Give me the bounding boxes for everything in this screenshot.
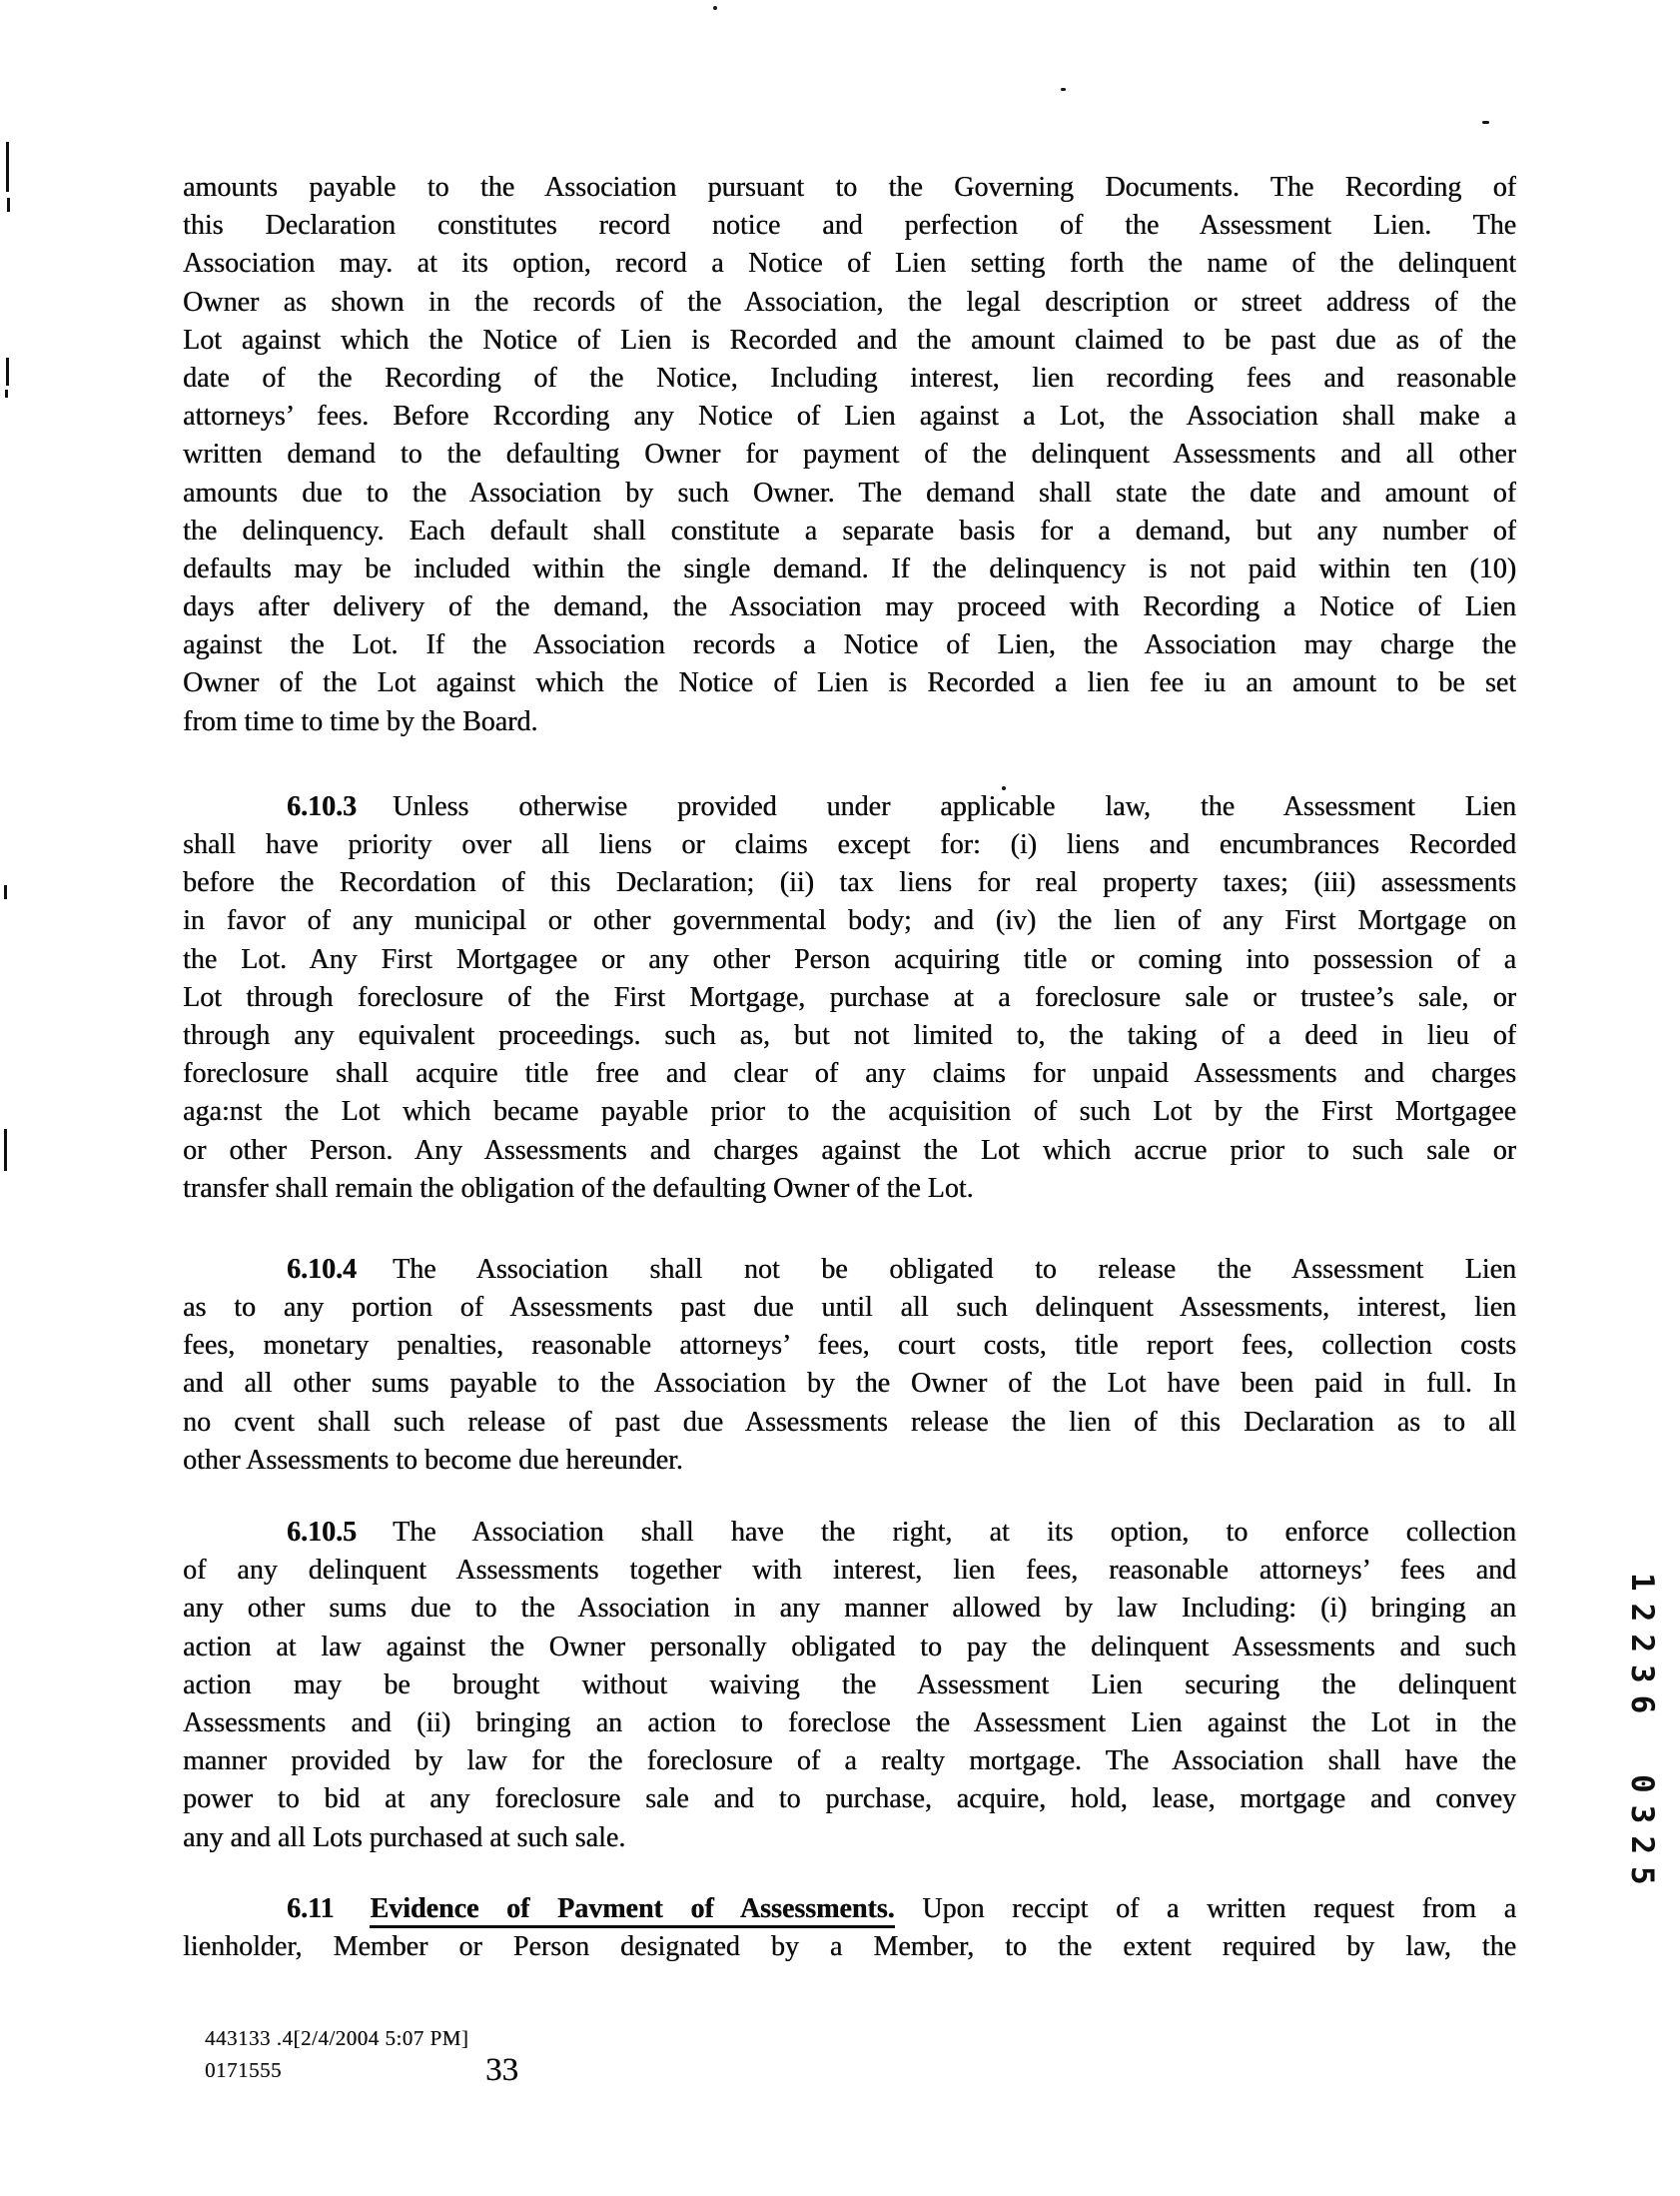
section-number: 6.11 [287, 1892, 335, 1924]
text-line: and all other sums payable to the Association by the Owner of the Lot have been paid in full. In [183, 1368, 1516, 1400]
text-line: aga:nst the Lot which became payable prior to the acquisition of such Lot by the First Mortgagee [183, 1096, 1516, 1128]
text-line: through any equivalent proceedings. such as, but not limited to, the taking of a deed in lieu of [183, 1019, 1516, 1051]
text-line: this Declaration constitutes record notice and perfection of the Assessment Lien. The [183, 210, 1516, 242]
section-number: 6.10.3 [287, 790, 357, 822]
text-line: days after delivery of the demand, the Association may proceed with Recording a Notice of Lien [183, 591, 1516, 623]
section-paragraph [183, 1890, 1516, 1966]
scan-margin-mark [4, 885, 7, 899]
text-line: as to any portion of Assessments past due until all such delinquent Assessments, interest, lien [183, 1292, 1516, 1324]
scan-margin-mark [5, 390, 8, 398]
text-line: Owner as shown in the records of the Association, the legal description or street address of the [183, 286, 1516, 318]
scan-speck [713, 6, 717, 10]
section-number: 6.10.5 [287, 1517, 357, 1548]
text-line: amounts payable to the Association pursuant to the Governing Documents. The Recording of [183, 172, 1516, 203]
text-line: action may be brought without waiving the Assessment Lien securing the delinquent [183, 1668, 1516, 1700]
text-block [183, 169, 1516, 1966]
text-line: or other Person. Any Assessments and charges against the Lot which accrue prior to such sale or [183, 1134, 1516, 1166]
text-line: amounts due to the Association by such Owner. The demand shall state the date and amount of [183, 477, 1516, 509]
section-paragraph [183, 1251, 1516, 1480]
scan-margin-mark [6, 142, 9, 192]
text-line: action at law against the Owner personally obligated to pay the delinquent Assessments and such [183, 1631, 1516, 1662]
scan-speck [1482, 121, 1489, 124]
text-line: manner provided by law for the foreclosure of a realty mortgage. The Association shall have the [183, 1745, 1516, 1777]
section-paragraph [183, 1514, 1516, 1857]
recording-stamp-bottom: 0325 [1624, 1774, 1660, 1897]
footer-file-number: 0171555 [205, 2058, 282, 2082]
scan-margin-mark [7, 198, 10, 212]
text-line: shall have priority over all liens or claims except for: (i) liens and encumbrances Recorded [183, 829, 1516, 860]
page-number: 33 [485, 2052, 518, 2088]
text-line: fees, monetary penalties, reasonable attorneys’ fees, court costs, title report fees, collection costs [183, 1330, 1516, 1362]
scan-margin-mark [4, 1129, 7, 1171]
text-line: before the Recordation of this Declaration; (ii) tax liens for real property taxes; (iii) assessments [183, 867, 1516, 899]
text-line: 6.10.5 The Association shall have the right, at its option, to enforce collection [287, 1517, 1516, 1548]
text-line: against the Lot. If the Association records a Notice of Lien, the Association may charge the [183, 629, 1516, 661]
text-line: Owner of the Lot against which the Notice of Lien is Recorded a lien fee iu an amount to be set [183, 667, 1516, 699]
section-paragraph [183, 788, 1516, 1208]
text-line: Lot against which the Notice of Lien is Recorded and the amount claimed to be past due as of the [183, 324, 1516, 356]
text-line: of any delinquent Assessments together with interest, lien fees, reasonable attorneys’ fees and [183, 1555, 1516, 1587]
text-line: date of the Recording of the Notice, Including interest, lien recording fees and reasonable [183, 362, 1516, 394]
text-line: any and all Lots purchased at such sale. [183, 1821, 626, 1853]
body-paragraph [183, 169, 1516, 741]
scan-speck [1061, 88, 1066, 91]
section-number: 6.10.4 [287, 1253, 357, 1285]
text-line: power to bid at any foreclosure sale and to purchase, acquire, hold, lease, mortgage and convey [183, 1783, 1516, 1815]
text-line: Association may. at its option, record a Notice of Lien setting forth the name of the delinquent [183, 248, 1516, 280]
text-line: 6.10.4 The Association shall not be obligated to release the Assessment Lien [287, 1253, 1516, 1285]
text-line: Lot through foreclosure of the First Mortgage, purchase at a foreclosure sale or trustee’s sale, or [183, 981, 1516, 1013]
text-line: lienholder, Member or Person designated by a Member, to the extent required by law, the [183, 1930, 1516, 1962]
text-line: written demand to the defaulting Owner for payment of the delinquent Assessments and all other [183, 439, 1516, 471]
text-line: transfer shall remain the obligation of the defaulting Owner of the Lot. [183, 1172, 974, 1204]
text-line: other Assessments to become due hereunder. [183, 1444, 683, 1476]
text-line: attorneys’ fees. Before Rccording any Notice of Lien against a Lot, the Association shall make a [183, 401, 1516, 433]
text-line: foreclosure shall acquire title free and clear of any claims for unpaid Assessments and charges [183, 1058, 1516, 1090]
footer-document-reference: 443133 .4[2/4/2004 5:07 PM] [205, 2026, 469, 2050]
recording-stamp-top: 12236 [1624, 1573, 1660, 1726]
text-line: the delinquency. Each default shall constitute a separate basis for a demand, but any number of [183, 515, 1516, 547]
text-line: Assessments and (ii) bringing an action to foreclose the Assessment Lien against the Lot in the [183, 1706, 1516, 1738]
text-line: 6.11 Evidence of Pavment of Assessments. Upon reccipt of a written request from a [183, 1890, 1516, 1928]
text-line: no cvent shall such release of past due Assessments release the lien of this Declaration as to all [183, 1406, 1516, 1438]
text-line: the Lot. Any First Mortgagee or any other Person acquiring title or coming into possession of a [183, 943, 1516, 975]
scan-margin-mark [6, 358, 9, 386]
text-line: from time to time by the Board. [183, 705, 538, 737]
section-heading: Evidence of Pavment of Assessments. [370, 1893, 894, 1928]
text-line: in favor of any municipal or other governmental body; and (iv) the lien of any First Mortgage on [183, 905, 1516, 937]
text-line: defaults may be included within the single demand. If the delinquency is not paid within ten (10) [183, 552, 1516, 584]
text-line: any other sums due to the Association in any manner allowed by law Including: (i) bringing an [183, 1593, 1516, 1625]
text-line: 6.10.3 Unless otherwise provided under applicable law, the Assessment Lien [287, 790, 1516, 822]
